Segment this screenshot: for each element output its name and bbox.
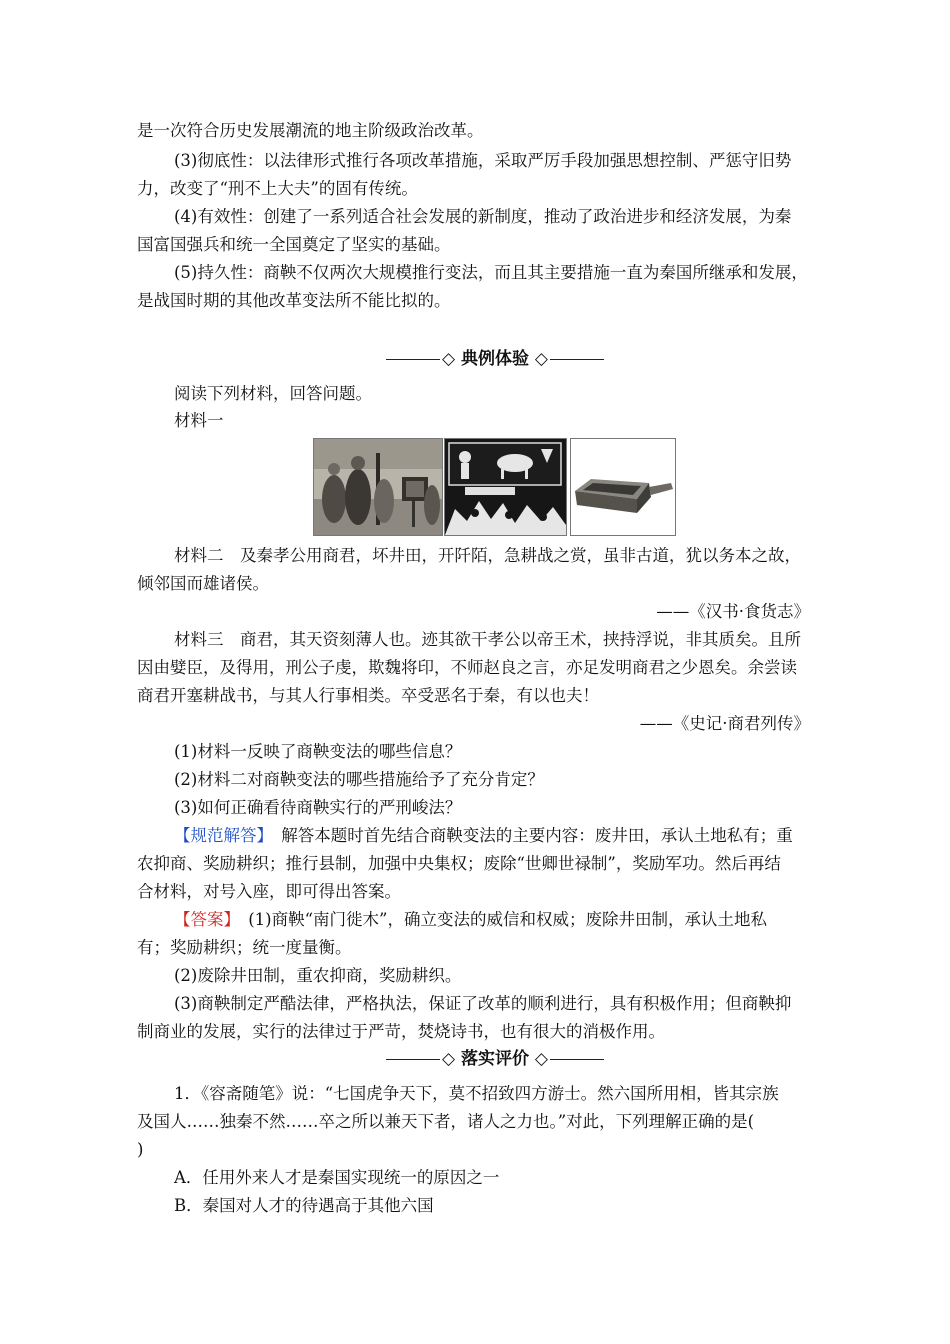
paragraph-line: 倾邻国而雄诸侯。: [137, 574, 269, 593]
figure-measure-vessel: [570, 438, 676, 536]
answer-text: (1)商鞅“南门徙木”，确立变法的威信和权威；废除井田制，承认土地私: [231, 910, 767, 929]
paragraph-line: 合材料，对号入座，即可得出答案。: [137, 882, 401, 901]
paragraph-line: 及国人……独秦不然……卒之所以兼天下者，诸人之力也。”对此，下列理解正确的是(: [137, 1112, 755, 1131]
paragraph-line: 是战国时期的其他改革变法所不能比拟的。: [137, 291, 451, 310]
guide-text: 解答本题时首先结合商鞅变法的主要内容：废井田，承认土地私有；重: [264, 826, 793, 845]
answer-line: [174, 909, 817, 931]
answer-line: (3)商鞅制定严酷法律，严格执法，保证了改革的顺利进行，具有积极作用；但商鞅抑: [174, 994, 792, 1013]
section-title: ◇ 落实评价 ◇: [442, 1049, 548, 1069]
answer-tag: 【答案】: [174, 910, 232, 929]
heading-rule: [550, 1059, 604, 1060]
paragraph-line: 材料二 及秦孝公用商君，坏井田，开阡陌，急耕战之赏，虽非古道，犹以务本之故，: [174, 546, 801, 565]
question-line: (3)如何正确看待商鞅实行的严刑峻法？: [174, 798, 462, 817]
heading-rule: [550, 359, 604, 360]
paragraph-line: 材料三 商君，其天资刻薄人也。迹其欲干孝公以帝王术，挟持浮说，非其质矣。且所: [174, 630, 801, 649]
paragraph-line: 有；奖励耕织；统一度量衡。: [137, 938, 352, 957]
guide-tag: 【规范解答】: [174, 826, 265, 845]
option-a: A．任用外来人才是秦国实现统一的原因之一: [174, 1168, 500, 1187]
paragraph-line: 是一次符合历史发展潮流的地主阶级政治改革。: [137, 121, 484, 140]
painting-image: [314, 439, 442, 535]
section-heading-examples: [360, 348, 630, 370]
question-line: (1)材料一反映了商鞅变法的哪些信息？: [174, 742, 462, 761]
source-citation: ——《汉书·食货志》: [656, 602, 810, 621]
paragraph-line: 因由嬖臣，及得用，刑公子虔，欺魏将印，不师赵良之言，亦足发明商君之少恩矣。余尝读: [137, 658, 797, 677]
section-heading-evaluation: [360, 1048, 630, 1070]
section-title: ◇ 典例体验 ◇: [442, 349, 548, 369]
answer-line: (2)废除井田制，重农抑商，奖励耕织。: [174, 966, 462, 985]
paragraph-line: (4)有效性：创建了一系列适合社会发展的新制度，推动了政治进步和经济发展，为秦: [174, 207, 792, 226]
paragraph-line: 国富国强兵和统一全国奠定了坚实的基础。: [137, 235, 451, 254]
question-line: (2)材料二对商鞅变法的哪些措施给予了充分肯定？: [174, 770, 544, 789]
source-citation: ——《史记·商君列传》: [639, 714, 810, 733]
paragraph-line: 制商业的发展，实行的法律过于严苛，焚烧诗书，也有很大的消极作用。: [137, 1022, 665, 1041]
question-line: 1．《容斋随笔》说：“七国虎争天下，莫不招致四方游士。然六国所用相，皆其宗族: [174, 1084, 779, 1103]
heading-rule: [386, 1059, 440, 1060]
paragraph-line: 商君开塞耕战书，与其人行事相类。卒受恶名于秦，有以也夫！: [137, 686, 599, 705]
paragraph-line: ): [137, 1140, 144, 1159]
measure-vessel-image: [571, 439, 675, 535]
paragraph-line: (3)彻底性：以法律形式推行各项改革措施，采取严厉手段加强思想控制、严惩守旧势: [174, 151, 792, 170]
heading-rule: [386, 359, 440, 360]
figure-painting: [313, 438, 443, 536]
option-b: B．秦国对人才的待遇高于其他六国: [174, 1196, 434, 1215]
papercut-image: [445, 439, 566, 535]
paragraph-line: 阅读下列材料，回答问题。: [174, 384, 372, 403]
guide-line: [174, 825, 817, 847]
paragraph-line: 农抑商、奖励耕织；推行县制，加强中央集权；废除“世卿世禄制”，奖励军功。然后再结: [137, 854, 781, 873]
paragraph-line: (5)持久性：商鞅不仅两次大规模推行变法，而且其主要措施一直为秦国所继承和发展，: [174, 263, 808, 282]
figure-papercut: [444, 438, 567, 536]
paragraph-line: 力，改变了“刑不上大夫”的固有传统。: [137, 179, 418, 198]
material-label: 材料一: [174, 411, 224, 430]
